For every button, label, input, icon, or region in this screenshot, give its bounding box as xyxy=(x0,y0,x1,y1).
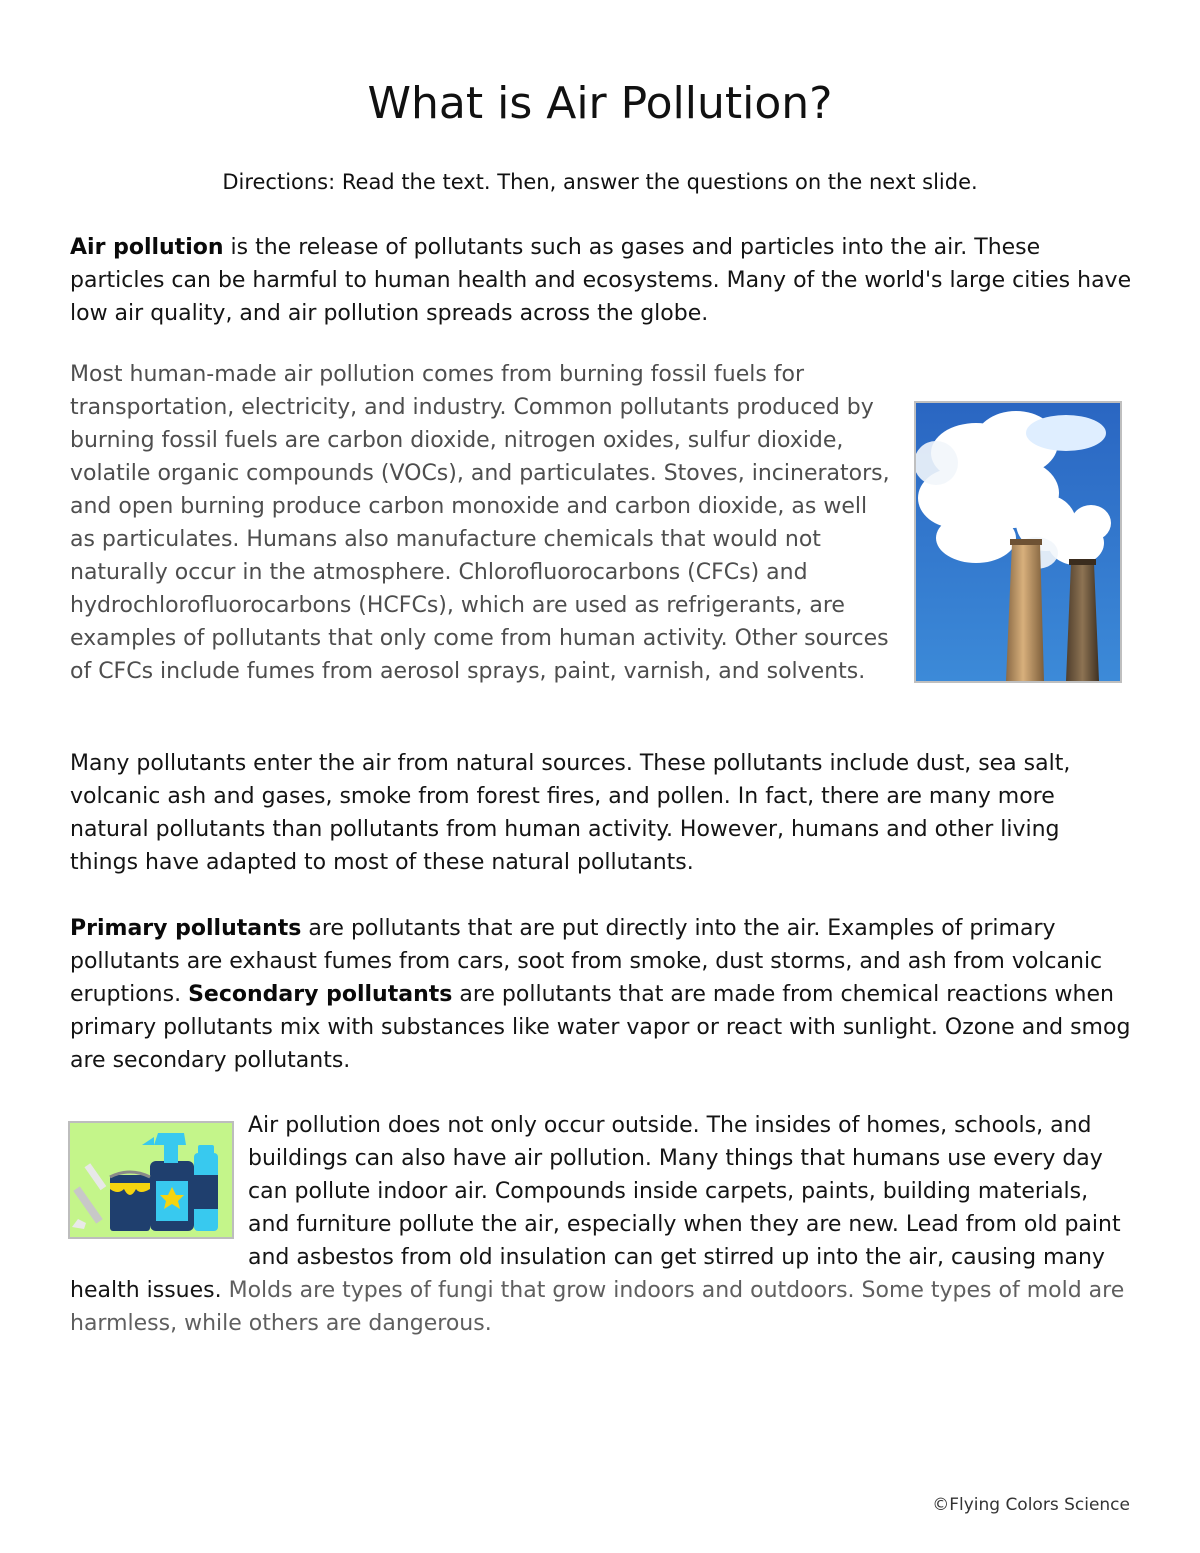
term-secondary-pollutants: Secondary pollutants xyxy=(188,982,453,1007)
paragraph-text: are pollutants that are made from chemical reactions when primary pollutants mix with substances like water vapor or react with sunlight. Ozone and smog are secondary pollutants. xyxy=(70,982,1131,1073)
paragraph-text-mold: Molds are types of fungi that grow indoors and outdoors. Some types of mold are harmless, while others are dangerous. xyxy=(70,1278,1125,1336)
paragraph-indoor-pollution xyxy=(70,1109,1132,1340)
copyright-footer: ©Flying Colors Science xyxy=(932,1495,1130,1515)
paragraph-primary-secondary xyxy=(70,912,1132,1077)
paragraph-text: is the release of pollutants such as gases and particles into the air. These particles can be harmful to human health and ecosystems. Many of the world's large cities have low air quality, and air pollution spreads across the globe. xyxy=(70,235,1132,326)
paragraph-text: are pollutants that are put directly into the air. Examples of primary pollutants are exhaust fumes from cars, soot from smoke, dust storms, and ash from volcanic eruptions. xyxy=(70,916,1103,1007)
term-air-pollution: Air pollution xyxy=(70,235,224,260)
directions-text: Directions: Read the text. Then, answer the questions on the next slide. xyxy=(222,170,978,194)
paragraph-human-made-pollution xyxy=(70,358,1132,691)
term-primary-pollutants: Primary pollutants xyxy=(70,916,302,941)
paragraph-natural-sources: Many pollutants enter the air from natural sources. These pollutants include dust, sea salt, volcanic ash and gases, smoke from forest fires, and pollen. In fact, there are many more natural pollutants than pollutants from human activity. However, humans and other living things have adapted to most of these natural pollutants. xyxy=(70,751,1071,875)
cleaning-supplies-icon xyxy=(68,1121,234,1239)
smokestacks-photo xyxy=(914,401,1122,683)
paragraph-text: Most human-made air pollution comes from burning fossil fuels for transportation, electricity, and industry. Common pollutants produced by burning fossil fuels are carbon dioxide, nitrogen oxides, sulfur dioxide, volatile organic compounds (VOCs), and particulates. Stoves, incinerators, and open burning produce carbon monoxide and carbon dioxide, as well as particulates. Humans also manufacture chemicals that would not naturally occur in the atmosphere. Chlorofluorocarbons (CFCs) and hydrochlorofluorocarbons (HCFCs), which are used as refrigerants, are examples of pollutants that only come from human activity. Other sources of CFCs include fumes from aerosol sprays, paint, varnish, and solvents. xyxy=(70,362,890,684)
paragraph-air-pollution xyxy=(70,231,1132,330)
page-title: What is Air Pollution? xyxy=(367,78,833,129)
paragraph-text: Air pollution does not only occur outside. The insides of homes, schools, and buildings can also have air pollution. Many things that humans use every day can pollute indoor air. Compounds inside carpets, paints, building materials, and furniture pollute the air, especially when they are new. Lead from old paint and asbestos from old insulation can get stirred up into the air, causing many health issues. xyxy=(70,1113,1121,1303)
